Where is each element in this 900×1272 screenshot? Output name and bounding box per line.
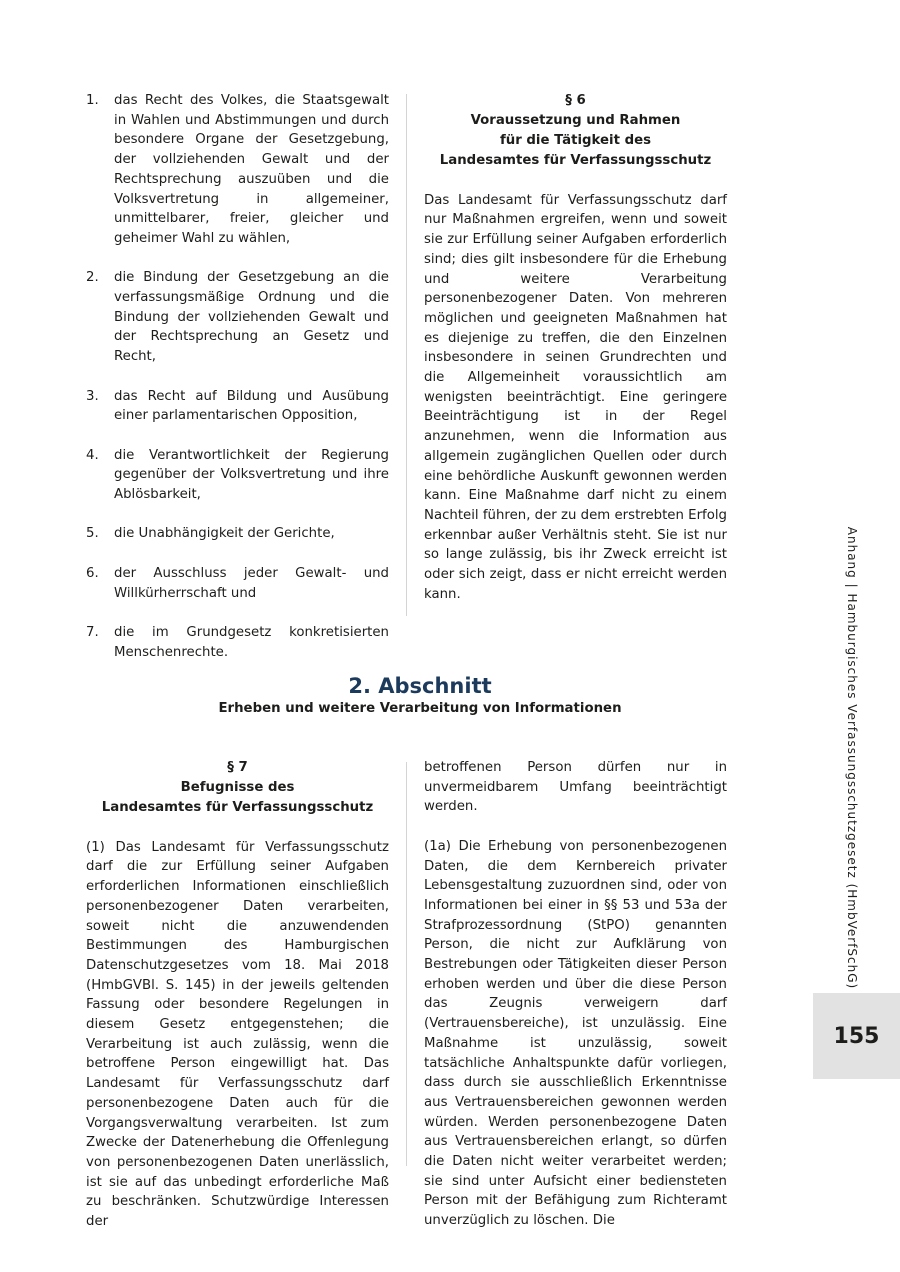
para7-column-right (424, 758, 727, 1231)
para6-number: § 6 (565, 93, 586, 108)
section-subtitle: Erheben und weitere Verarbeitung von Informationen (218, 701, 622, 716)
list-item: 1. das Recht des Volkes, die Staatsgewalt in Wahlen und Abstimmungen und durch besondere Organe der Gesetzgebung, der vollziehenden Gewalt und der Rechtsprechung auszuüben und die Volksvertretung in allgemeiner, unmittelbarer, freier, gleicher und geheimer Wahl zu wählen, (86, 93, 389, 246)
list-item: 2. die Bindung der Gesetzgebung an die verfassungsmäßige Ordnung und die Bindung der vollziehenden Gewalt und der Rechtsprechung an Gesetz und Recht, (86, 270, 389, 365)
para7-subsection-1: (1) Das Landesamt für Verfassungsschutz darf die zur Erfüllung seiner Aufgaben erforderlichen Informationen einschließlich personenbezogener Daten verarbeiten, soweit nicht die anzuwendenden Bestimmungen des Hamburgischen Datenschutzgesetzes vom 18. Mai 2018 (HmbGVBl. S. 145) in der jeweils geltenden Fassung oder besondere Regelungen in diesem Gesetz entgegenstehen; die Verarbeitung ist auch zulässig, wenn die betroffene Person eingewilligt hat. Das Landesamt für Verfassungsschutz darf personenbezogene Daten auch für die Vorgangsverwaltung verarbeiten. Ist zum Zwecke der Datenerhebung die Offenlegung von personenbezogenen Daten unerlässlich, ist sie auf das unbedingt erforderliche Maß zu beschränken. Schutzwürdige Interessen der (86, 839, 389, 1230)
para6-heading (424, 91, 727, 171)
para7-title-line2: Landesamtes für Verfassungsschutz (101, 800, 374, 815)
para6-title-line3: Landesamtes für Verfassungsschutz (439, 153, 712, 168)
para7-subsection-1a: (1a) Die Erhebung von personenbezogenen Daten, die dem Kernbereich privater Lebensgestaltung zuzuordnen sind, oder von Informationen bei einer in §§ 53 und 53a der Strafprozessordnung (StPO) genannten Person, die nicht zur Aufklärung von Bestrebungen oder Tätigkeiten dieser Person erhoben werden und über die diese Person das Zeugnis verweigern darf (Vertrauensbereiche), ist unzulässig. Eine Maßnahme ist unzulässig, soweit tatsächliche Anhaltspunkte dafür vorliegen, dass durch sie ausschließlich Erkenntnisse aus Vertrauensbereichen gewonnen werden würden. Werden personenbezogene Daten aus Vertrauensbereichen erlangt, so dürfen die Daten nicht weiter verarbeitet werden; sie sind unter Aufsicht einer bediensteten Person mit der Befähigung zum Richteramt unverzüglich zu löschen. Die (424, 838, 727, 1229)
list-item: 3. das Recht auf Bildung und Ausübung einer parlamentarischen Opposition, (86, 388, 389, 424)
para7-subsection-1-continued: betroffenen Person dürfen nur in unvermeidbarem Umfang beeinträchtigt werden. (424, 760, 727, 815)
para7-heading (86, 758, 389, 818)
page-number: 155 (833, 1023, 880, 1049)
column-divider-top (406, 94, 407, 616)
list-column (86, 91, 389, 682)
running-header: Anhang | Hamburgisches Verfassungsschutzgesetz (HmbVerfSchG) (845, 526, 859, 990)
column-divider-bottom (406, 762, 407, 1166)
list-item: 5. die Unabhängigkeit der Gerichte, (86, 526, 335, 542)
section-title: 2. Abschnitt (348, 674, 492, 698)
para6-title-line2: für die Tätigkeit des (499, 133, 652, 148)
para6-column (424, 91, 727, 604)
para7-title-line1: Befugnisse des (180, 780, 295, 795)
list-item: 4. die Verantwortlichkeit der Regierung gegenüber der Volksvertretung und ihre Ablösbarkeit, (86, 447, 389, 503)
list-item: 6. der Ausschluss jeder Gewalt- und Willkürherrschaft und (86, 565, 389, 601)
para6-title-line1: Voraussetzung und Rahmen (470, 113, 681, 128)
para7-column-left (86, 758, 389, 1232)
page-number-box (813, 993, 900, 1079)
list-item: 7. die im Grundgesetz konkretisierten Menschenrechte. (86, 624, 389, 660)
principles-list (86, 91, 389, 662)
para6-body: Das Landesamt für Verfassungsschutz darf nur Maßnahmen ergreifen, wenn und soweit sie zur Erfüllung seiner Aufgaben erforderlich sind; dies gilt insbesondere für die Erhebung und weitere Verarbeitung personenbezogener Daten. Von mehreren möglichen und geeigneten Maßnahmen hat es diejenige zu treffen, die den Einzelnen insbesondere in seinen Grundrechten und die Allgemeinheit voraussichtlich am wenigsten beeinträchtigt. Eine geringere Beeinträchtigung ist in der Regel anzunehmen, wenn die Information aus allgemein zugänglichen Quellen oder durch eine behördliche Auskunft gewonnen werden kann. Eine Maßnahme darf nicht zu einem Nachteil führen, der zu dem erstrebten Erfolg erkennbar außer Verhältnis steht. Sie ist nur so lange zulässig, bis ihr Zweck erreicht ist oder sich zeigt, dass er nicht erreicht werden kann. (424, 192, 727, 602)
para7-number: § 7 (227, 760, 248, 775)
